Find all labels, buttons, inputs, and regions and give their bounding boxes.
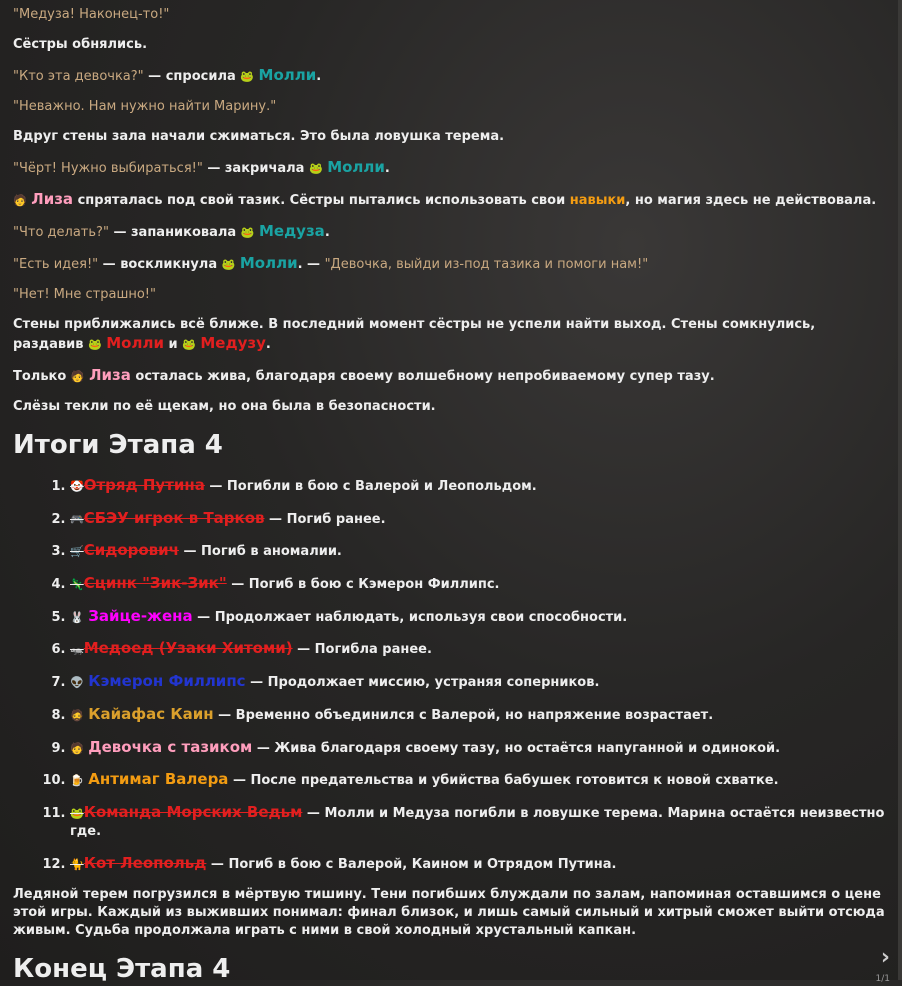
story-line: "Что делать?" — запаниковала 🐸 Медуза. [13, 222, 330, 240]
frog-icon: 🐸 [70, 806, 84, 820]
list-item: 1. 🤡Отряд Путина — Погибли в бою с Валерой и Леопольдом. [70, 476, 888, 496]
chevron-right-icon[interactable]: › [880, 945, 890, 970]
story-line: Слёзы текли по её щекам, но она была в безопасности. [13, 399, 436, 414]
list-item: 10. 🍺 Антимаг Валера — После предательства и убийства бабушек готовится к новой схватке. [70, 770, 888, 790]
character-liza: Лиза [31, 190, 74, 208]
character-molly: Молли [327, 158, 385, 176]
frog-icon: 🐸 [308, 162, 323, 175]
story-line: "Нет! Мне страшно!" [13, 287, 156, 302]
participant-name: Кот Леопольд [83, 853, 207, 872]
page-indicator: 1/1 [875, 974, 890, 984]
list-item: 8. 🧔 Кайафас Каин — Временно объединился с Валерой, но напряжение возрастает. [70, 705, 888, 725]
character-meduza: Медузу [200, 334, 266, 352]
list-item: 7. 👽 Кэмерон Филлипс — Продолжает миссию, устраняя соперников. [70, 672, 888, 692]
girl-icon: 🧑 [70, 741, 84, 755]
participant-name: Отряд Путина [83, 476, 205, 494]
character-molly: Молли [239, 254, 298, 272]
skills-link[interactable]: навыки [569, 193, 626, 208]
participant-name: Антимаг Валера [88, 770, 229, 789]
character-meduza: Медуза [258, 222, 325, 240]
cat-icon: 🐈 [70, 857, 84, 871]
closing-paragraph: Ледяной терем погрузился в мёртвую тишину. Тени погибших блуждали по залам, напоминая оставшимся о цене этой игры. Каждый из выживших понимал: финал близок, и лишь самый сильный и хитрый сможет выйти отсюда живым. Судьба продолжала играть с ними в свой холодный хрустальный капкан. [13, 887, 885, 939]
beer-icon: 🍺 [70, 774, 84, 788]
list-item: 12. 🐈Кот Леопольд — Погиб в бою с Валерой, Каином и Отрядом Путина. [70, 854, 888, 874]
summary-title: Итоги Этапа 4 [13, 430, 223, 460]
summary-list [13, 476, 888, 874]
man-icon: 🧔 [70, 708, 84, 722]
list-item: 4. 🦎Сцинк "Зик-Зик" — Погиб в бою с Кэмерон Филлипс. [70, 574, 888, 594]
character-liza: Лиза [89, 366, 131, 384]
participant-name: Девочка с тазиком [88, 737, 253, 756]
participant-name: СБЭУ игрок в Тарков [83, 508, 265, 527]
story-line: Вдруг стены зала начали сжиматься. Это была ловушка терема. [13, 129, 505, 144]
character-molly: Молли [106, 334, 164, 352]
scrollbar[interactable] [898, 0, 902, 980]
list-item: 9. 🧑 Девочка с тазиком — Жива благодаря своему тазу, но остаётся напуганной и одинокой. [70, 738, 888, 758]
participant-name: Сцинк "Зик-Зик" [83, 574, 227, 593]
participant-name: Сидорович [83, 541, 179, 560]
frog-icon: 🐸 [182, 338, 196, 351]
story-line: "Неважно. Нам нужно найти Марину." [13, 99, 277, 114]
girl-icon: 🧑 [13, 194, 27, 207]
list-item: 6. 🦡Медоед (Узаки Хитоми) — Погибла ранее. [70, 639, 888, 659]
participant-name: Зайце-жена [88, 606, 193, 625]
badger-icon: 🦡 [70, 643, 84, 657]
face-icon: 🤡 [70, 480, 84, 493]
story-line: Только 🧑 Лиза осталась жива, благодаря своему волшебному непробиваемому супер тазу. [13, 366, 715, 384]
frog-icon: 🐸 [240, 226, 255, 239]
story-line: "Медуза! Наконец-то!" [13, 7, 170, 22]
list-item: 5. 🐰 Зайце-жена — Продолжает наблюдать, используя свои способности. [70, 607, 888, 627]
participant-name: Кайафас Каин [88, 704, 214, 723]
participant-name: Медоед (Узаки Хитоми) [83, 639, 293, 658]
list-item: 11. 🐸Команда Морских Ведьм — Молли и Медуза погибли в ловушке терема. Марина остаётся неизвестно где. [70, 803, 888, 841]
story-line: "Кто эта девочка?" — спросила 🐸 Молли. [13, 66, 322, 84]
character-molly: Молли [258, 66, 317, 84]
girl-icon: 🧑 [70, 370, 85, 383]
end-title: Конец Этапа 4 [13, 954, 231, 985]
story-line: Стены приближались всё ближе. В последний момент сёстры не успели найти выход. Стены сомкнулись, раздавив 🐸 Молли и 🐸 Медузу. [13, 317, 816, 352]
story-line: Сёстры обнялись. [13, 37, 148, 52]
story-line: "Чёрт! Нужно выбираться!" — закричала 🐸 Молли. [13, 158, 390, 176]
list-item: 2. 🎮СБЭУ игрок в Тарков — Погиб ранее. [70, 509, 888, 529]
story-line: 🧑 Лиза спряталась под свой тазик. Сёстры пытались использовать свои навыки, но магия здесь не действовала. [13, 190, 877, 208]
frog-icon: 🐸 [240, 70, 254, 83]
rabbit-icon: 🐰 [70, 610, 84, 624]
frog-icon: 🐸 [221, 258, 236, 271]
alien-icon: 👽 [70, 676, 84, 690]
cart-icon: 🛒 [70, 545, 84, 559]
gamepad-icon: 🎮 [70, 512, 84, 526]
participant-name: Кэмерон Филлипс [88, 672, 246, 691]
story-line: "Есть идея!" — воскликнула 🐸 Молли. — "Девочка, выйди из-под тазика и помоги нам!" [13, 254, 649, 272]
frog-icon: 🐸 [88, 338, 102, 351]
lizard-icon: 🦎 [70, 578, 84, 592]
list-item: 3. 🛒Сидорович — Погиб в аномалии. [70, 541, 888, 561]
participant-name: Команда Морских Ведьм [83, 802, 303, 821]
